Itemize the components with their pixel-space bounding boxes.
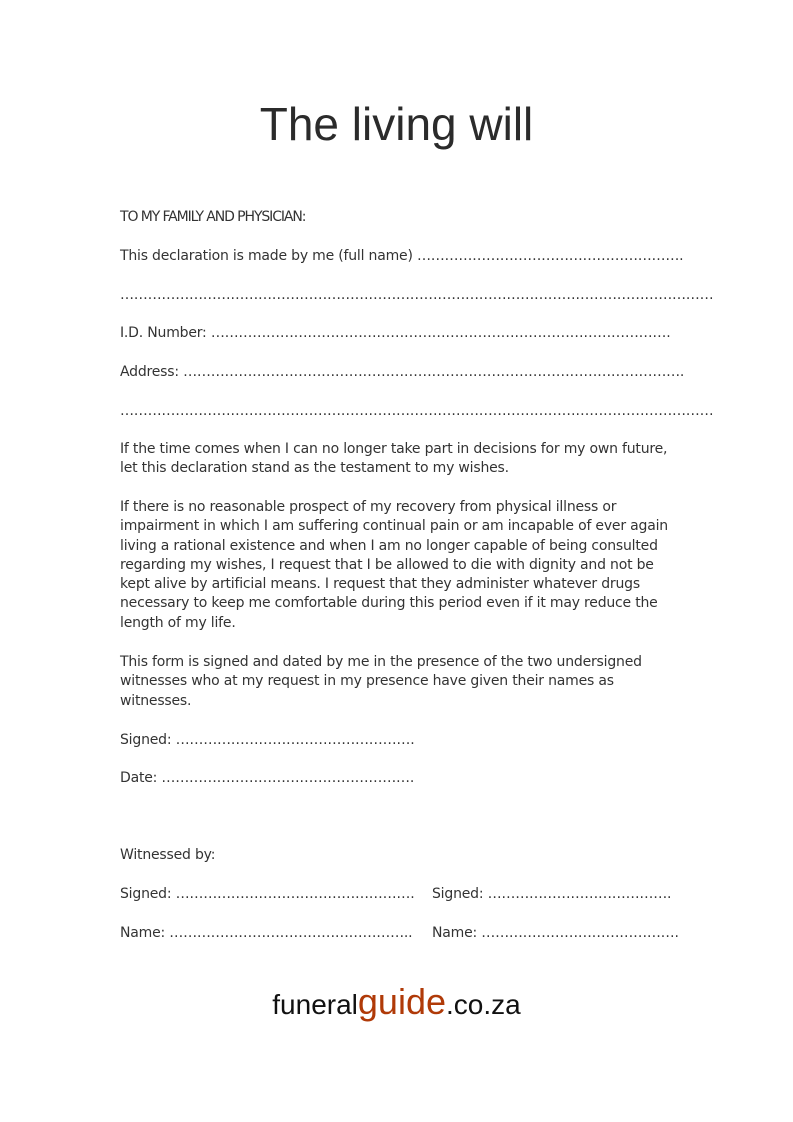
date-line: Date: ……………………………………………….	[120, 770, 415, 786]
brand-logo	[0, 980, 793, 1027]
brand-text-domain: .co.za	[446, 989, 521, 1020]
witness-1-signed-line: Signed: …………………………………………….	[120, 886, 415, 902]
signed-line: Signed: …………………………………………….	[120, 732, 415, 748]
paragraph-testament: If the time comes when I can no longer take part in decisions for my own future, let this declaration stand as the testament to my wishes.	[120, 441, 668, 477]
paragraph-request: If there is no reasonable prospect of my recovery from physical illness or impairment in which I am suffering continual pain or am incapable of ever again living a rational existence and when I am no longer capable of being consulted regarding my wishes, I request that I be allowed to die with dignity and not be kept alive by artificial means. I request that they administer whatever drugs necessary to keep me comfortable during this period even if it may reduce the length of my life.	[120, 499, 668, 631]
address-continuation-line: …………………………………………………………………………………………………………………	[120, 403, 714, 419]
full-name-continuation-line: …………………………………………………………………………………………………………………	[120, 287, 714, 303]
witness-2-name-line: Name: …………………………………….	[432, 925, 679, 941]
paragraph-witness-statement: This form is signed and dated by me in the presence of the two undersigned witnesses who at my request in my presence have given their names as witnesses.	[120, 654, 642, 709]
witness-2-signed-line: Signed: ………………………………….	[432, 886, 672, 902]
brand-text-guide: guide	[357, 981, 446, 1022]
page-title: The living will	[259, 98, 534, 150]
salutation: TO MY FAMILY AND PHYSICIAN:	[120, 209, 306, 225]
id-number-line: I.D. Number: ……………………………………………………………………………………….	[120, 325, 671, 341]
declaration-full-name-line: This declaration is made by me (full name) ………………………………………………….	[120, 248, 684, 264]
brand-text-funeral: funeral	[272, 989, 358, 1020]
witness-1-name-line: Name: ……………………………………………..	[120, 925, 413, 941]
address-line: Address: ……………………………………………………………………………………………….	[120, 364, 685, 380]
witnessed-by-label: Witnessed by:	[120, 847, 216, 863]
